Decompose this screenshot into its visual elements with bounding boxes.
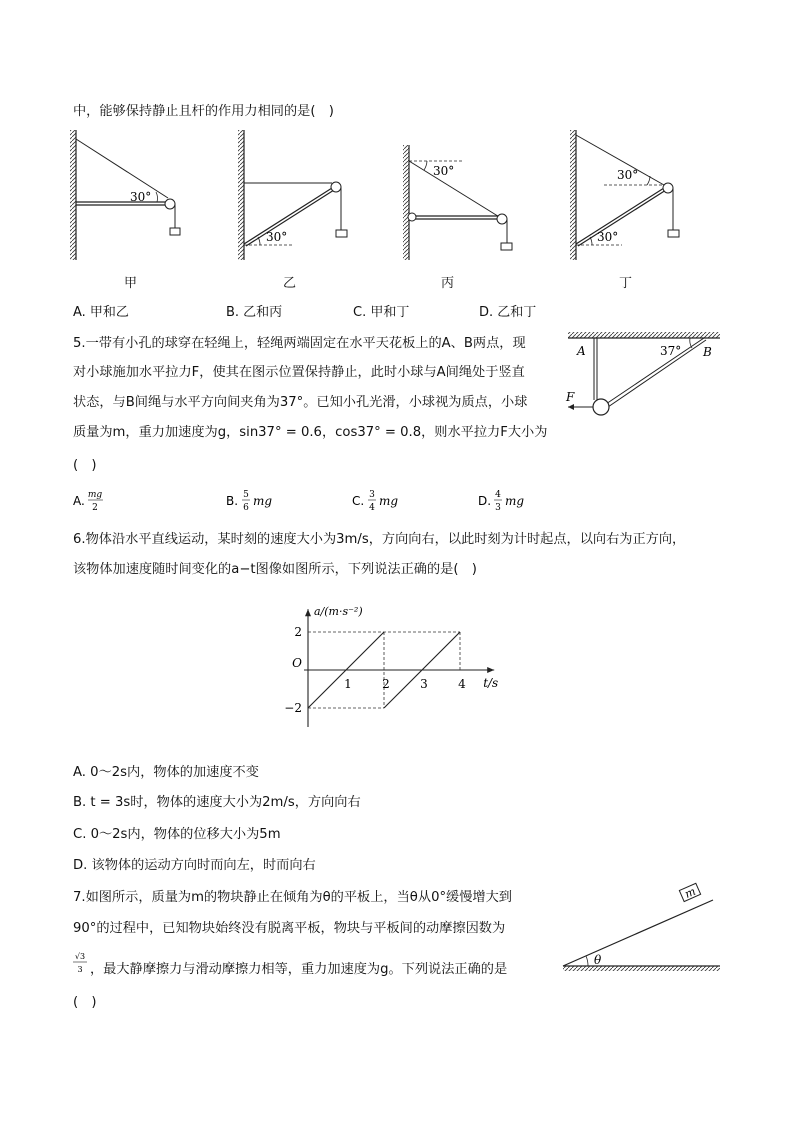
svg-text:mg: mg [379, 494, 399, 508]
figure-bing [403, 145, 512, 260]
q6-option-b: B. t = 3s时，物体的速度大小为2m/s，方向向右 [73, 795, 361, 810]
q6-option-d: D. 该物体的运动方向时而向左，时而向右 [73, 858, 316, 873]
q6-option-c: C. 0～2s内，物体的位移大小为5m [73, 827, 281, 842]
force-f-label: F [566, 390, 575, 404]
a-t-chart [280, 585, 515, 730]
q6-option-a: A. 0～2s内，物体的加速度不变 [73, 765, 259, 780]
x-tick-label: 4 [458, 677, 466, 691]
q4-stem: 中，能够保持静止且杆的作用力相同的是( ) [73, 104, 334, 119]
q5-figure [560, 330, 725, 422]
q4-option-a: A. 甲和乙 [73, 305, 129, 320]
q5-option-d [478, 490, 524, 513]
y-tick-label: 2 [294, 625, 302, 639]
q5-option-b [226, 490, 272, 513]
svg-text:D.: D. [478, 494, 492, 508]
figure-yi [238, 130, 347, 260]
figure-jia [70, 130, 180, 260]
angle-37-label: 37° [660, 344, 682, 358]
y-tick-label: −2 [284, 701, 302, 715]
svg-text:6: 6 [243, 503, 249, 513]
x-tick-label: 3 [420, 677, 428, 691]
q5-option-a [73, 490, 103, 513]
angle-label: 30° [617, 168, 639, 182]
q5-line-4: 质量为m，重力加速度为g，sin37° = 0.6，cos37° = 0.8，则水平拉力F大小为 [73, 425, 548, 440]
svg-text:mg: mg [87, 490, 103, 500]
x-axis-label: t/s [483, 676, 499, 690]
q7-figure [560, 880, 725, 980]
block-m-label: m [682, 884, 698, 901]
figure-ding [570, 130, 679, 260]
q5-line-2: 对小球施加水平拉力F，使其在图示位置保持静止，此时小球与A间绳处于竖直 [73, 365, 525, 380]
svg-text:3: 3 [77, 965, 83, 974]
q4-option-c: C. 甲和丁 [353, 305, 410, 320]
x-axis-arrow [487, 667, 494, 673]
fig-label-bing: 丙 [441, 276, 455, 291]
q7-line-3: ，最大静摩擦力与滑动摩擦力相等，重力加速度为g。下列说法正确的是 [90, 962, 508, 977]
point-b-label: B [703, 345, 712, 359]
q5-option-c [352, 490, 398, 513]
q5-options [70, 486, 550, 516]
fig-label-ding: 丁 [619, 276, 633, 291]
origin-label: O [292, 656, 302, 670]
svg-text:4: 4 [369, 503, 375, 513]
q5-line-3: 状态，与B间绳与水平方向间夹角为37°。已知小孔光滑，小球视为质点，小球 [73, 395, 528, 410]
q5-line-5: ( ) [73, 458, 97, 473]
angle-label: 30° [433, 164, 455, 178]
svg-text:B.: B. [226, 494, 239, 508]
q4-option-d: D. 乙和丁 [479, 305, 537, 320]
svg-text:3: 3 [495, 503, 501, 513]
q6-line-2: 该物体加速度随时间变化的a−t图像如图所示，下列说法正确的是( ) [73, 562, 477, 577]
svg-text:√3: √3 [74, 952, 86, 961]
svg-text:mg: mg [253, 494, 273, 508]
x-tick-label: 2 [382, 677, 390, 691]
q7-line-2: 90°的过程中，已知物块始终没有脱离平板，物块与平板间的动摩擦因数为 [73, 921, 506, 936]
svg-text:3: 3 [369, 490, 375, 500]
y-axis-arrow [305, 609, 311, 616]
theta-label: θ [594, 953, 602, 967]
svg-text:4: 4 [495, 490, 501, 500]
x-tick-label: 1 [344, 677, 352, 691]
svg-text:2: 2 [92, 503, 98, 513]
svg-text:5: 5 [243, 490, 249, 500]
svg-text:mg: mg [505, 494, 525, 508]
fig-label-yi: 乙 [283, 276, 297, 291]
point-a-label: A [577, 344, 586, 358]
y-axis-label: a/(m·s⁻²) [314, 605, 363, 619]
angle-label: 30° [597, 230, 619, 244]
q6-line-1: 6.物体沿水平直线运动，某时刻的速度大小为3m/s，方向向右，以此时刻为计时起点，以向右为正方向， [73, 532, 686, 547]
q5-line-1: 5.一带有小孔的球穿在轻绳上，轻绳两端固定在水平天花板上的A、B两点，现 [73, 336, 526, 351]
angle-label: 30° [130, 190, 152, 204]
q7-line-4: ( ) [73, 995, 97, 1010]
q4-option-b: B. 乙和丙 [226, 305, 283, 320]
q4-figures [60, 125, 700, 285]
angle-label: 30° [266, 230, 288, 244]
svg-text:A.: A. [73, 494, 85, 508]
q7-mu-fraction [70, 948, 90, 978]
q7-line-1: 7.如图所示，质量为m的物块静止在倾角为θ的平板上，当θ从0°缓慢增大到 [73, 890, 512, 905]
fig-label-jia: 甲 [124, 276, 138, 291]
svg-text:C.: C. [352, 494, 365, 508]
